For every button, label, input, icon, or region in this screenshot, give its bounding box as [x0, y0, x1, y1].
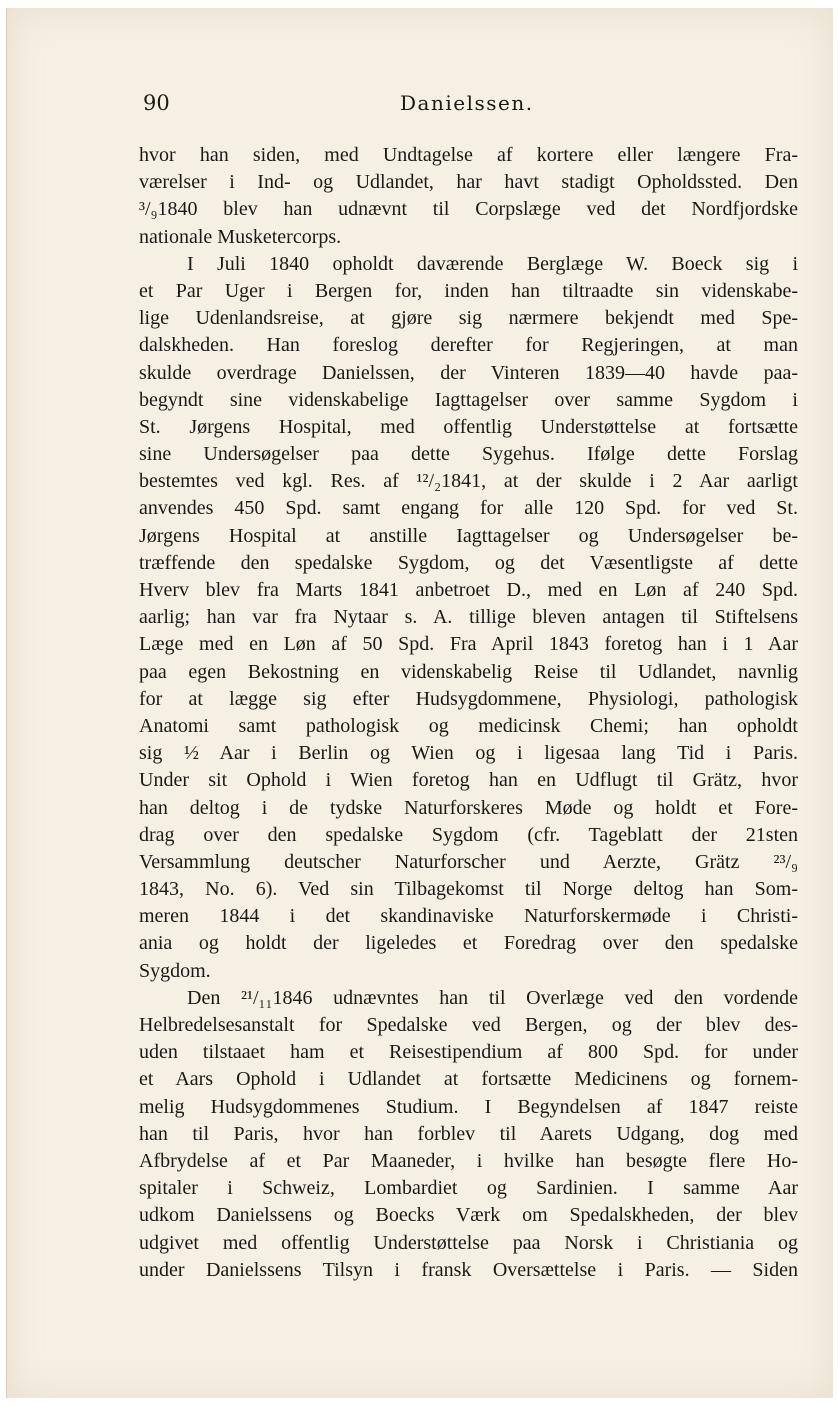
text-line: Den ²¹/₁₁1846 udnævntes han til Overlæge ved den vordende — [187, 986, 798, 1009]
text-line: træffende den spedalske Sygdom, og det Væsentligste af dette — [139, 551, 798, 574]
text-line: værelser i Ind- og Udlandet, har havt stadigt Opholdssted. Den — [139, 171, 798, 194]
text-line: ania og holdt der ligeledes et Foredrag over den spedalske — [139, 932, 798, 955]
text-line: Læge med en Løn af 50 Spd. Fra April 1843 foretog han i 1 Aar — [139, 633, 798, 656]
text-line: han deltog i de tydske Naturforskeres Møde og holdt et Fore- — [139, 796, 798, 819]
text-line: udkom Danielssens og Boecks Værk om Spedalskheden, der blev — [139, 1204, 798, 1227]
text-line: nationale Musketercorps. — [139, 225, 342, 248]
text-line: Afbrydelse af et Par Maaneder, i hvilke han besøgte flere Ho- — [139, 1149, 798, 1172]
text-line: et Aars Ophold i Udlandet at fortsætte Medicinens og fornem- — [139, 1068, 798, 1091]
text-line: I Juli 1840 opholdt daværende Berglæge W. Boeck sig i — [187, 252, 798, 275]
text-line: Under sit Ophold i Wien foretog han en Udflugt til Grätz, hvor — [139, 769, 798, 792]
text-line: begyndt sine videnskabelige Iagttagelser over samme Sygdom i — [139, 388, 798, 411]
text-line: Sygdom. — [139, 959, 211, 982]
text-line: lige Udenlandsreise, at gjøre sig nærmere bekjendt med Spe- — [139, 307, 798, 330]
body-text — [139, 142, 798, 1284]
text-line: under Danielssens Tilsyn i fransk Oversættelse i Paris. — Siden — [139, 1258, 798, 1281]
text-line: sig ½ Aar i Berlin og Wien og i ligesaa lang Tid i Paris. — [139, 742, 798, 765]
text-line: anvendes 450 Spd. samt engang for alle 120 Spd. for ved St. — [139, 497, 798, 520]
text-line: meren 1844 i det skandinaviske Naturforskermøde i Christi- — [139, 905, 798, 928]
page-header — [143, 91, 799, 123]
text-line: han til Paris, hvor han forblev til Aarets Udgang, dog med — [139, 1122, 798, 1145]
text-line: Anatomi samt pathologisk og medicinsk Chemi; han opholdt — [139, 714, 798, 737]
text-line: uden tilstaaet ham et Reisestipendium af 800 Spd. for under — [139, 1041, 798, 1064]
text-line: sine Undersøgelser paa dette Sygehus. Ifølge dette Forslag — [139, 443, 798, 466]
text-line: hvor han siden, med Undtagelse af kortere eller længere Fra- — [139, 144, 798, 166]
text-line: drag over den spedalske Sygdom (cfr. Tageblatt der 21sten — [139, 823, 798, 846]
text-line: et Par Uger i Bergen for, inden han tiltraadte sin videnskabe- — [139, 279, 798, 302]
text-line: paa egen Bekostning en videnskabelig Reise til Udlandet, navnlig — [139, 660, 798, 683]
text-line: Hverv blev fra Marts 1841 anbetroet D., med en Løn af 240 Spd. — [139, 579, 798, 601]
page-number: 90 — [143, 91, 170, 115]
text-line: ³/₉1840 blev han udnævnt til Corpslæge ved det Nordfjordske — [139, 198, 798, 221]
text-line: spitaler i Schweiz, Lombardiet og Sardinien. I samme Aar — [139, 1177, 798, 1200]
text-line: Versammlung deutscher Naturforscher und Aerzte, Grätz ²³/₉ — [139, 850, 798, 873]
text-line: 1843, No. 6). Ved sin Tilbagekomst til Norge deltog han Som- — [139, 878, 798, 901]
text-line: St. Jørgens Hospital, med offentlig Understøttelse at fortsætte — [139, 415, 798, 438]
running-head: Danielssen. — [400, 91, 534, 115]
text-line: dalskheden. Han foreslog derefter for Regjeringen, at man — [139, 334, 798, 357]
text-line: skulde overdrage Danielssen, der Vinteren 1839—40 havde paa- — [139, 361, 798, 384]
text-line: melig Hudsygdommenes Studium. I Begyndelsen af 1847 reiste — [139, 1095, 798, 1118]
text-line: for at lægge sig efter Hudsygdommene, Physiologi, pathologisk — [139, 687, 798, 710]
text-line: Helbredelsesanstalt for Spedalske ved Bergen, og der blev des- — [139, 1014, 798, 1036]
text-line: udgivet med offentlig Understøttelse paa Norsk i Christiania og — [139, 1231, 798, 1254]
book-page — [6, 8, 833, 1398]
text-line: aarlig; han var fra Nytaar s. A. tillige bleven antagen til Stiftelsens — [139, 606, 798, 629]
text-line: bestemtes ved kgl. Res. af ¹²/₂1841, at der skulde i 2 Aar aarligt — [139, 470, 798, 493]
text-line: Jørgens Hospital at anstille Iagttagelser og Undersøgelser be- — [139, 524, 798, 547]
